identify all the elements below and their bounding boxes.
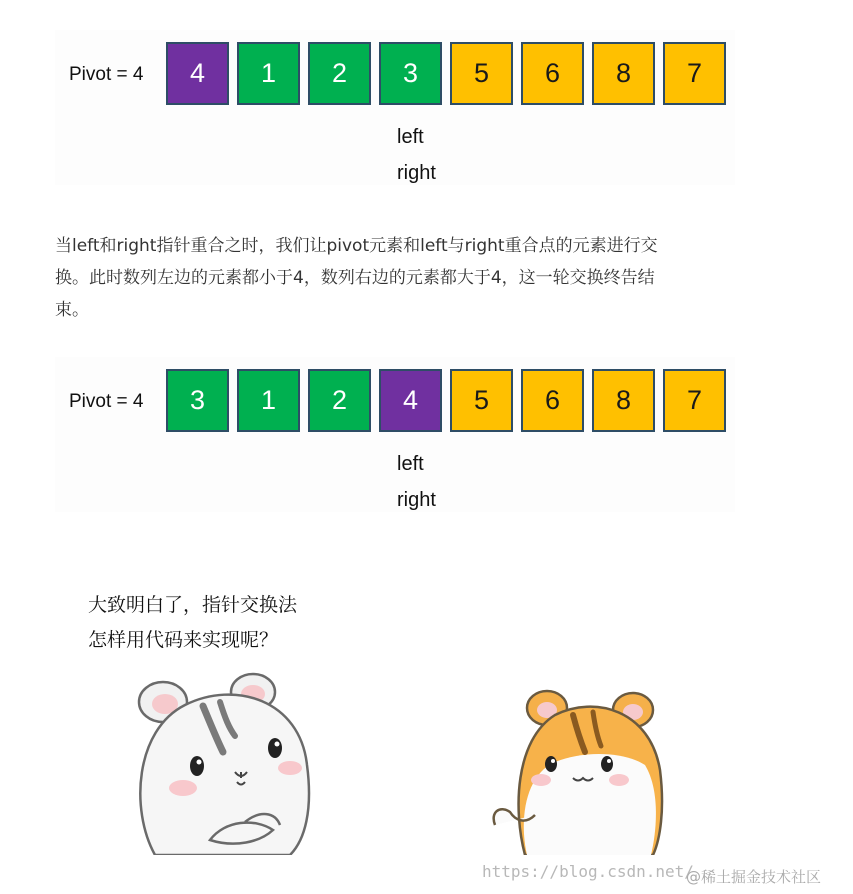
step1-cell-1: 1	[237, 42, 300, 105]
step1-pivot-label: Pivot = 4	[69, 64, 144, 85]
gray-hamster-illustration	[125, 670, 325, 855]
step1-left-pointer: left	[397, 126, 424, 148]
explanation-paragraph	[55, 230, 745, 326]
step2-left-pointer: left	[397, 453, 424, 475]
step1-cell-3: 3	[379, 42, 442, 105]
watermark-url: https://blog.csdn.net/	[482, 862, 694, 881]
step1-cell-0: 4	[166, 42, 229, 105]
step1-cell-7: 7	[663, 42, 726, 105]
step2-cell-3: 4	[379, 369, 442, 432]
step2-cell-7: 7	[663, 369, 726, 432]
step2-cell-6: 8	[592, 369, 655, 432]
step2-cell-2: 2	[308, 369, 371, 432]
orange-hamster-illustration	[485, 680, 685, 855]
step1-right-pointer: right	[397, 162, 436, 184]
step2-pivot-label: Pivot = 4	[69, 391, 144, 412]
comic-line-2: 怎样用代码来实现呢？	[88, 629, 279, 651]
explanation-line-2: 换。此时数列左边的元素都小于4，数列右边的元素都大于4，这一轮交换终告结	[55, 268, 655, 288]
step2-cell-4: 5	[450, 369, 513, 432]
explanation-line-3: 束。	[55, 300, 89, 320]
comic-line-1: 大致明白了，指针交换法	[88, 594, 298, 616]
step1-cell-2: 2	[308, 42, 371, 105]
step1-cell-4: 5	[450, 42, 513, 105]
step2-cell-5: 6	[521, 369, 584, 432]
watermark-site: @稀土掘金技术社区	[686, 868, 822, 886]
explanation-line-1: 当left和right指针重合之时，我们让pivot元素和left与right重合点的元素进行交	[55, 236, 658, 256]
step2-cell-1: 1	[237, 369, 300, 432]
step2-cell-0: 3	[166, 369, 229, 432]
step2-right-pointer: right	[397, 489, 436, 511]
step1-cell-6: 8	[592, 42, 655, 105]
step1-cell-5: 6	[521, 42, 584, 105]
